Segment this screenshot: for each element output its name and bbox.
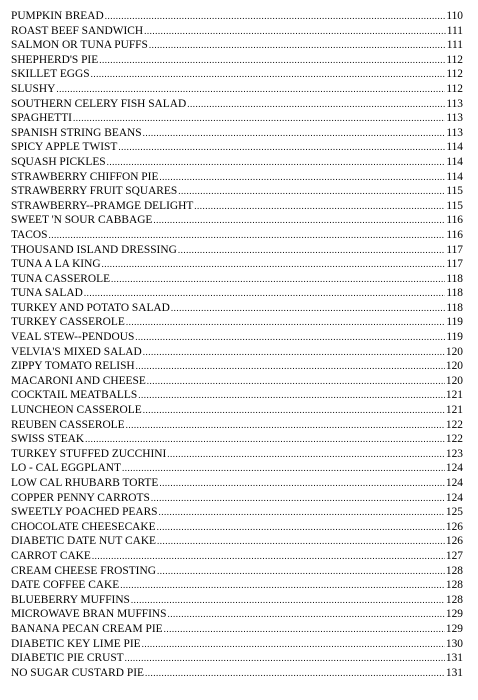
index-entry	[11, 388, 463, 403]
page-number: 110	[446, 10, 463, 22]
dot-leader	[151, 491, 445, 506]
dot-leader	[99, 53, 445, 68]
recipe-name: COPPER PENNY CARROTS	[11, 491, 150, 504]
page-number: 126	[445, 535, 463, 548]
page-number: 128	[445, 579, 463, 592]
dot-leader	[178, 243, 446, 258]
recipe-name: SQUASH PICKLES	[11, 155, 106, 168]
page-number: 129	[445, 608, 463, 621]
index-entry	[11, 272, 463, 287]
page-number: 115	[446, 185, 463, 198]
index-entry	[11, 593, 463, 608]
page-number: 118	[446, 272, 463, 285]
page-number: 121	[445, 404, 463, 417]
recipe-name: STRAWBERRY FRUIT SQUARES	[11, 185, 178, 198]
page-number: 119	[446, 331, 463, 344]
index-entry	[11, 505, 463, 520]
dot-leader	[143, 126, 446, 141]
page-number: 124	[445, 462, 463, 475]
index-entry	[11, 432, 463, 447]
index-entry	[11, 374, 463, 389]
page-number: 114	[446, 155, 463, 168]
index-entry	[11, 228, 463, 243]
dot-leader	[102, 257, 446, 272]
dot-leader	[157, 520, 445, 535]
recipe-name: CHOCOLATE CHEESECAKE	[11, 520, 156, 533]
recipe-name: STRAWBERRY CHIFFON PIE	[11, 170, 159, 183]
dot-leader	[159, 505, 445, 520]
recipe-name: SALMON OR TUNA PUFFS	[11, 39, 148, 52]
recipe-name: STRAWBERRY--PRAMGE DELIGHT	[11, 199, 194, 212]
recipe-name: TURKEY CASSEROLE	[11, 316, 125, 329]
recipe-name: DIABETIC PIE CRUST	[11, 652, 124, 665]
dot-leader	[159, 476, 445, 491]
recipe-name: SLUSHY	[11, 82, 56, 95]
dot-leader	[84, 286, 446, 301]
recipe-name: DATE COFFEE CAKE	[11, 579, 120, 592]
dot-leader	[167, 447, 445, 462]
dot-leader	[85, 432, 445, 447]
recipe-name: THOUSAND ISLAND DRESSING	[11, 243, 177, 256]
index-entry	[11, 97, 463, 112]
dot-leader	[171, 301, 445, 316]
page-number: 111	[446, 24, 463, 37]
page-number: 114	[446, 141, 463, 154]
recipe-name: TUNA A LA KING	[11, 258, 101, 271]
index-entry	[11, 345, 463, 360]
dot-leader	[111, 272, 445, 287]
page-number: 112	[446, 82, 463, 95]
index-entry	[11, 38, 463, 53]
dot-leader	[120, 578, 445, 593]
dot-leader	[73, 111, 445, 126]
dot-leader	[91, 67, 446, 82]
recipe-name: BLUEBERRY MUFFINS	[11, 593, 130, 606]
index-entry	[11, 24, 463, 39]
index-entry	[11, 170, 463, 185]
dot-leader	[144, 24, 446, 39]
recipe-name: SKILLET EGGS	[11, 68, 90, 81]
dot-leader	[143, 345, 445, 360]
recipe-name: TURKEY AND POTATO SALAD	[11, 301, 170, 314]
index-entry	[11, 9, 463, 24]
page-number: 112	[446, 53, 463, 66]
dot-leader	[157, 564, 445, 579]
index-entry	[11, 578, 463, 593]
index-entry	[11, 403, 463, 418]
dot-leader	[149, 38, 446, 53]
page-number: 131	[445, 666, 463, 679]
index-entry	[11, 564, 463, 579]
page-number: 122	[445, 433, 463, 446]
recipe-name: COCKTAIL MEATBALLS	[11, 389, 138, 402]
page-number: 128	[445, 593, 463, 606]
index-entry	[11, 126, 463, 141]
dot-leader	[105, 9, 446, 24]
recipe-name: SWEETLY POACHED PEARS	[11, 506, 158, 519]
index-entry	[11, 213, 463, 228]
page-number: 128	[445, 564, 463, 577]
page-number: 111	[446, 39, 463, 52]
index-entry	[11, 140, 463, 155]
dot-leader	[142, 637, 445, 652]
page-number: 130	[445, 637, 463, 650]
page-number: 116	[446, 228, 463, 241]
page-number: 131	[445, 652, 463, 665]
index-entry	[11, 243, 463, 258]
index-entry	[11, 534, 463, 549]
page-number: 118	[446, 287, 463, 300]
page-number: 117	[446, 243, 463, 256]
dot-leader	[157, 534, 445, 549]
page-number: 114	[446, 170, 463, 183]
page-number: 123	[445, 447, 463, 460]
page-number: 120	[445, 374, 463, 387]
page-number: 113	[446, 112, 463, 125]
recipe-name: ROAST BEEF SANDWICH	[11, 24, 144, 37]
index-entry	[11, 666, 463, 681]
recipe-name: TACOS	[11, 228, 48, 241]
recipe-name: TURKEY STUFFED ZUCCHINI	[11, 447, 167, 460]
index-entry	[11, 447, 463, 462]
index-entry	[11, 315, 463, 330]
recipe-name: MICROWAVE BRAN MUFFINS	[11, 608, 167, 621]
dot-leader	[178, 184, 445, 199]
dot-leader	[138, 388, 445, 403]
recipe-name: CARROT CAKE	[11, 549, 91, 562]
page-number: 124	[445, 491, 463, 504]
recipe-name: VELVIA'S MIXED SALAD	[11, 345, 142, 358]
index-entry	[11, 67, 463, 82]
recipe-name: NO SUGAR CUSTARD PIE	[11, 666, 144, 679]
index-entry	[11, 53, 463, 68]
recipe-name: CREAM CHEESE FROSTING	[11, 564, 156, 577]
dot-leader	[135, 330, 445, 345]
index-entry	[11, 476, 463, 491]
index-entry	[11, 184, 463, 199]
page-number: 112	[446, 68, 463, 81]
page-number: 126	[445, 520, 463, 533]
index-entry	[11, 637, 463, 652]
recipe-name: SWEET 'N SOUR CABBAGE	[11, 214, 153, 227]
page-number: 122	[445, 418, 463, 431]
page-number: 118	[446, 301, 463, 314]
dot-leader	[168, 607, 445, 622]
index-entry	[11, 520, 463, 535]
dot-leader	[131, 593, 445, 608]
dot-leader	[125, 651, 445, 666]
dot-leader	[107, 155, 446, 170]
dot-leader	[164, 622, 445, 637]
page-number: 125	[445, 506, 463, 519]
index-entry	[11, 330, 463, 345]
page-number: 127	[445, 549, 463, 562]
recipe-name: LUNCHEON CASSEROLE	[11, 404, 142, 417]
recipe-name: SPAGHETTI	[11, 112, 72, 125]
recipe-name: SPANISH STRING BEANS	[11, 126, 142, 139]
index-entry	[11, 301, 463, 316]
index-entry	[11, 82, 463, 97]
dot-leader	[153, 213, 445, 228]
dot-leader	[159, 170, 445, 185]
recipe-name: SPICY APPLE TWIST	[11, 141, 118, 154]
index-entry	[11, 651, 463, 666]
index-entry	[11, 286, 463, 301]
recipe-name: MACARONI AND CHEESE	[11, 374, 146, 387]
page-number: 120	[445, 360, 463, 373]
recipe-name: DIABETIC DATE NUT CAKE	[11, 535, 157, 548]
index-entry	[11, 549, 463, 564]
dot-leader	[136, 359, 445, 374]
dot-leader	[118, 140, 445, 155]
recipe-name: SOUTHERN CELERY FISH SALAD	[11, 97, 187, 110]
recipe-name: SWISS STEAK	[11, 433, 85, 446]
dot-leader	[187, 97, 445, 112]
index-entry	[11, 155, 463, 170]
dot-leader	[145, 666, 445, 681]
dot-leader	[126, 418, 445, 433]
dot-leader	[122, 461, 445, 476]
page-number: 116	[446, 214, 463, 227]
index-entry	[11, 418, 463, 433]
page-number: 117	[446, 258, 463, 271]
index-entry	[11, 111, 463, 126]
index-entry	[11, 199, 463, 214]
recipe-name: SHEPHERD'S PIE	[11, 53, 99, 66]
page-number: 121	[445, 389, 463, 402]
page-number: 113	[446, 97, 463, 110]
page-number: 120	[445, 345, 463, 358]
recipe-name: LOW CAL RHUBARB TORTE	[11, 477, 159, 489]
index-entry	[11, 491, 463, 506]
recipe-name: VEAL STEW--PENDOUS	[11, 331, 135, 344]
dot-leader	[56, 82, 445, 97]
dot-leader	[147, 374, 445, 389]
recipe-name: TUNA SALAD	[11, 287, 83, 300]
recipe-name: TUNA CASSEROLE	[11, 272, 111, 285]
recipe-name: REUBEN CASSEROLE	[11, 418, 125, 431]
page-number: 119	[446, 316, 463, 329]
page-number: 115	[446, 199, 463, 212]
page-number: 124	[445, 477, 463, 489]
index-entry	[11, 461, 463, 476]
dot-leader	[92, 549, 445, 564]
index-entry	[11, 607, 463, 622]
dot-leader	[48, 228, 445, 243]
index-entry	[11, 359, 463, 374]
recipe-name: DIABETIC KEY LIME PIE	[11, 637, 141, 650]
recipe-index	[11, 9, 463, 680]
index-entry	[11, 257, 463, 272]
recipe-name: BANANA PECAN CREAM PIE	[11, 622, 163, 635]
page-number: 113	[446, 126, 463, 139]
dot-leader	[126, 315, 446, 330]
index-entry	[11, 622, 463, 637]
recipe-name: PUMPKIN BREAD	[11, 10, 104, 22]
recipe-name: LO - CAL EGGPLANT	[11, 462, 121, 475]
page-number: 129	[445, 622, 463, 635]
recipe-name: ZIPPY TOMATO RELISH	[11, 360, 135, 373]
dot-leader	[143, 403, 445, 418]
dot-leader	[194, 199, 445, 214]
